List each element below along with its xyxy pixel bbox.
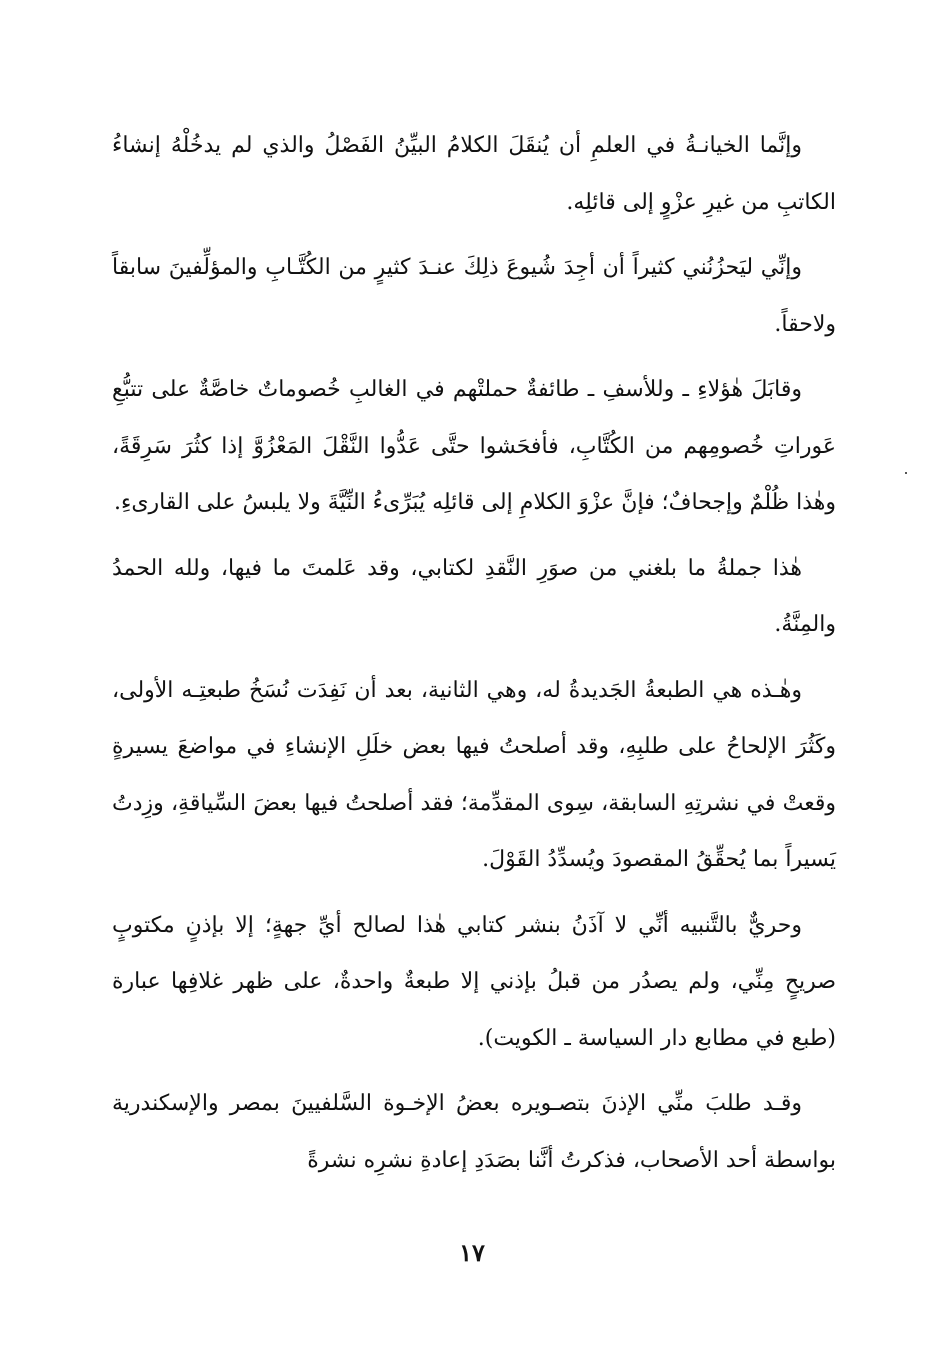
body-text [112, 118, 836, 1198]
paragraph-3: وقابَلَ هٰؤلاءِ ـ وللأسفِ ـ طائفةٌ حملتْهم في الغالبِ خُصوماتٌ خاصَّةٌ على تتبُّعِ عَوراتِ خُصومِهم من الكُتَّابِ، فأفحَشوا حتَّى عَدُّوا النَّقْلَ المَعْزُوَّ إذا كثُرَ سَرِقَةً، وهٰذا ظُلْمٌ وإجحافٌ؛ فإنَّ عزْوَ الكلامِ إلى قائلِه يُبَرِّىءُ النِّيَّةَ ولا يلبسُ على القارىءِ. [112, 377, 836, 515]
page-number: ١٧ [459, 1238, 485, 1267]
paragraph-7: وقـد طلبَ منِّي الإذنَ بتصـويره بعضُ الإخـوة السَّلفيينَ بمصر والإسكندرية بواسطة أحد الأصحاب، فذكرتُ أنَّنا بصَدَدِ إعادةِ نشرِه نشرةً [112, 1091, 836, 1173]
paragraph-1: وإنَّما الخيانـةُ في العلمِ أن يُنقَلَ الكلامُ البيِّنُ الفَصْلُ والذي لم يدخُلْهُ إنشاءُ الكاتبِ من غيرِ عزْوٍ إلى قائلِه. [112, 133, 836, 215]
paragraph-4: هٰذا جملةُ ما بلغني من صوَرِ النَّقدِ لكتابي، وقد عَلمتَ ما فيها، ولله الحمدُ والمِنَّةُ. [112, 555, 836, 637]
paragraph-6: وحريٌّ بالتَّنبيه أنِّي لا آذَنُ بنشر كتابي هٰذا لصالح أيِّ جهةٍ؛ إلا بإذنٍ مكتوبٍ صريحٍ مِنِّي، ولم يصدُر من قبلُ بإذني إلا طبعةٌ واحدةٌ، على ظهر غلافِها عبارة (طبع في مطابع دار السياسة ـ الكويت). [112, 912, 836, 1051]
paragraph-5: وهٰـذه هي الطبعةُ الجَديدةُ له، وهي الثانية، بعد أن نَفِدَت نُسَخُ طبعتِـه الأولى، وكَثُرَ الإلحاحُ على طلبِهِ، وقد أصلحتُ فيها بعض خلَلِ الإنشاءِ في مواضعَ يسيرةٍ وقعتْ في نشرتِهِ السابقة، سِوى المقدِّمة؛ فقد أصلحتُ فيها بعضَ السِّياقةِ، وزِدتُ يَسيراً بما يُحقِّقُ المقصودَ ويُسدِّدُ القَوْلَ. [112, 677, 836, 872]
paragraph-2: وإنِّي ليَحزُنُني كثيراً أن أجِدَ شُيوعَ ذلِكَ عنـدَ كثيرٍ من الكُتَّـابِ والمؤلِّفينَ سابقاً ولاحقاً. [112, 255, 836, 337]
margin-mark [905, 472, 907, 474]
